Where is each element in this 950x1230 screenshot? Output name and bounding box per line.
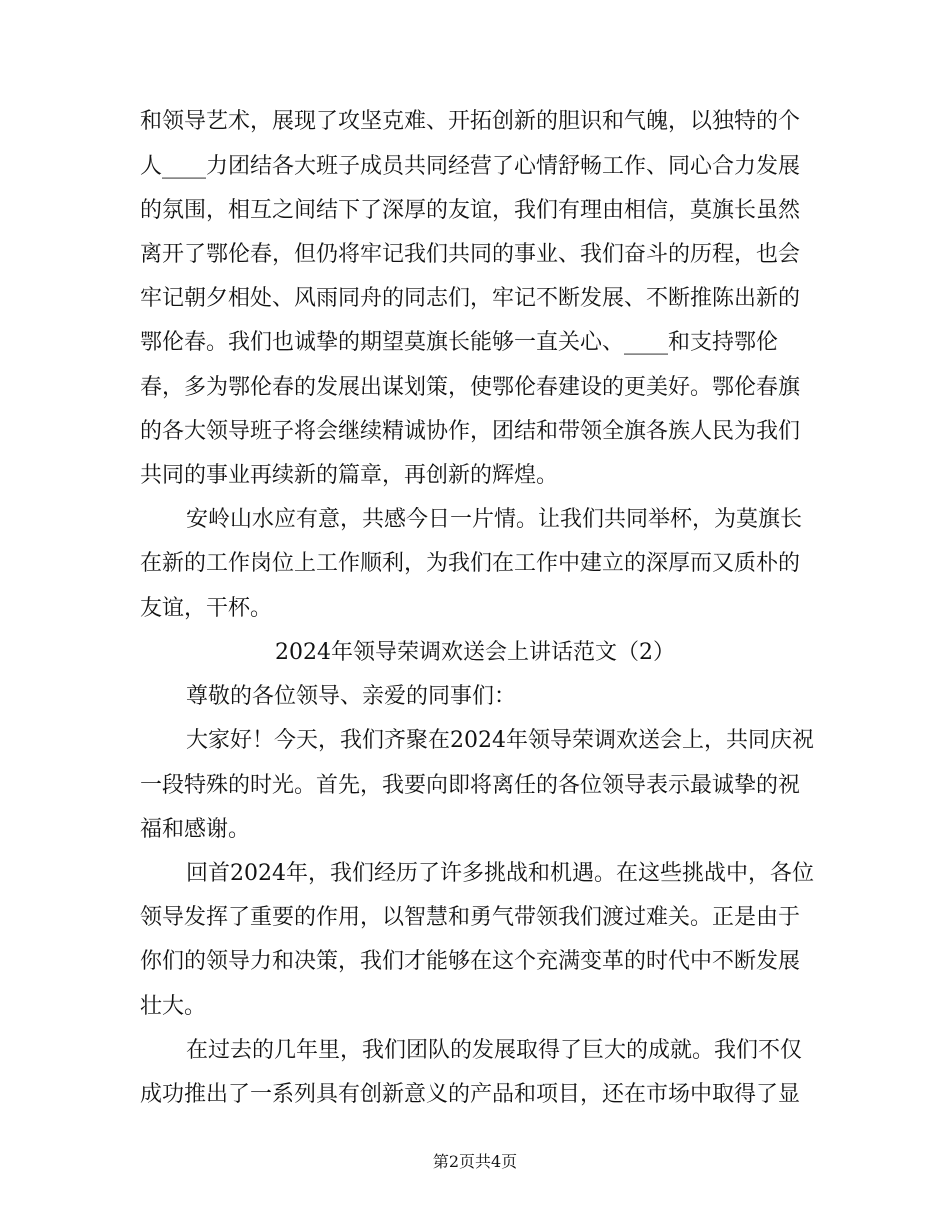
text-line: 牢记朝夕相处、风雨同舟的同志们，牢记不断发展、不断推陈出新的 bbox=[140, 286, 801, 311]
text-line: 春，多为鄂伦春的发展出谋划策，使鄂伦春建设的更美好。鄂伦春旗 bbox=[140, 375, 801, 400]
text-line: 的各大领导班子将会继续精诚协作，团结和带领全旗各族人民为我们 bbox=[140, 419, 801, 444]
text-line: 和领导艺术，展现了攻坚克难、开拓创新的胆识和气魄，以独特的个 bbox=[140, 109, 801, 134]
text-line: 人____力团结各大班子成员共同经营了心情舒畅工作、同心合力发展 bbox=[140, 154, 801, 179]
text-line: 回首2024年，我们经历了许多挑战和机遇。在这些挑战中，各位 bbox=[186, 861, 814, 886]
page-footer: 第2页共4页 bbox=[432, 1152, 518, 1171]
text-line: 共同的事业再续新的篇章，再创新的辉煌。 bbox=[140, 463, 559, 488]
text-line: 在新的工作岗位上工作顺利，为我们在工作中建立的深厚而又质朴的 bbox=[140, 551, 801, 576]
text-line: 领导发挥了重要的作用，以智慧和勇气带领我们渡过难关。正是由于 bbox=[140, 905, 801, 930]
text-line: 成功推出了一系列具有创新意义的产品和项目，还在市场中取得了显 bbox=[140, 1082, 801, 1107]
text-line: 在过去的几年里，我们团队的发展取得了巨大的成就。我们不仅 bbox=[186, 1038, 803, 1063]
text-line: 的氛围，相互之间结下了深厚的友谊，我们有理由相信，莫旗长虽然 bbox=[140, 198, 801, 223]
text-line: 尊敬的各位领导、亲爱的同事们： bbox=[186, 684, 517, 709]
text-line: 福和感谢。 bbox=[140, 817, 251, 842]
text-line: 你们的领导力和决策，我们才能够在这个充满变革的时代中不断发展 bbox=[140, 949, 801, 974]
text-line: 安岭山水应有意，共感今日一片情。让我们共同举杯，为莫旗长 bbox=[186, 507, 803, 532]
text-line: 友谊，干杯。 bbox=[140, 596, 273, 621]
section-title: 2024年领导荣调欢送会上讲话范文（2） bbox=[275, 640, 675, 665]
text-line: 鄂伦春。我们也诚挚的期望莫旗长能够一直关心、____和支持鄂伦 bbox=[140, 330, 779, 355]
text-line: 一段特殊的时光。首先，我要向即将离任的各位领导表示最诚挚的祝 bbox=[140, 773, 801, 798]
text-line: 壮大。 bbox=[140, 994, 207, 1019]
text-line: 离开了鄂伦春，但仍将牢记我们共同的事业、我们奋斗的历程，也会 bbox=[140, 242, 801, 267]
text-line: 大家好！今天，我们齐聚在2024年领导荣调欢送会上，共同庆祝 bbox=[186, 728, 814, 753]
